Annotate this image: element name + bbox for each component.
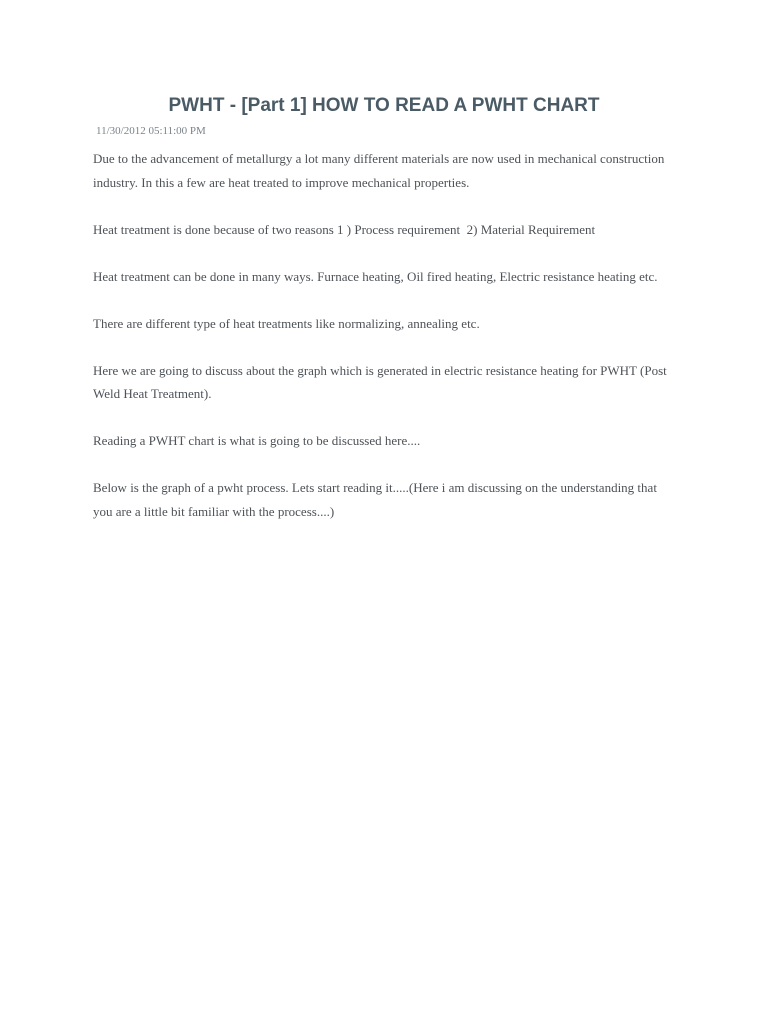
article-body (93, 147, 673, 547)
paragraph-2: Heat treatment is done because of two reasons 1 ) Process requirement 2) Material Requirement (93, 221, 596, 237)
paragraph-5: Here we are going to discuss about the graph which is generated in electric resistance heating for PWHT (Post Weld Heat Treatment). (93, 362, 667, 401)
paragraph-6: Reading a PWHT chart is what is going to be discussed here.... (93, 433, 421, 448)
paragraph-4: There are different type of heat treatments like normalizing, annealing etc. (93, 315, 480, 331)
paragraph-7: Below is the graph of a pwht process. Lets start reading it.....(Here i am discussing on the understanding that you are a little bit familiar with the process....) (93, 480, 657, 519)
paragraph-3: Heat treatment can be done in many ways. Furnace heating, Oil fired heating, Electric resistance heating etc. (93, 268, 658, 284)
article-title: PWHT - [Part 1] HOW TO READ A PWHT CHART (168, 95, 600, 116)
paragraph-1: Due to the advancement of metallurgy a lot many different materials are now used in mechanical construction industry. In this a few are heat treated to improve mechanical properties. (93, 151, 665, 190)
article-timestamp: 11/30/2012 05:11:00 PM (96, 125, 206, 137)
